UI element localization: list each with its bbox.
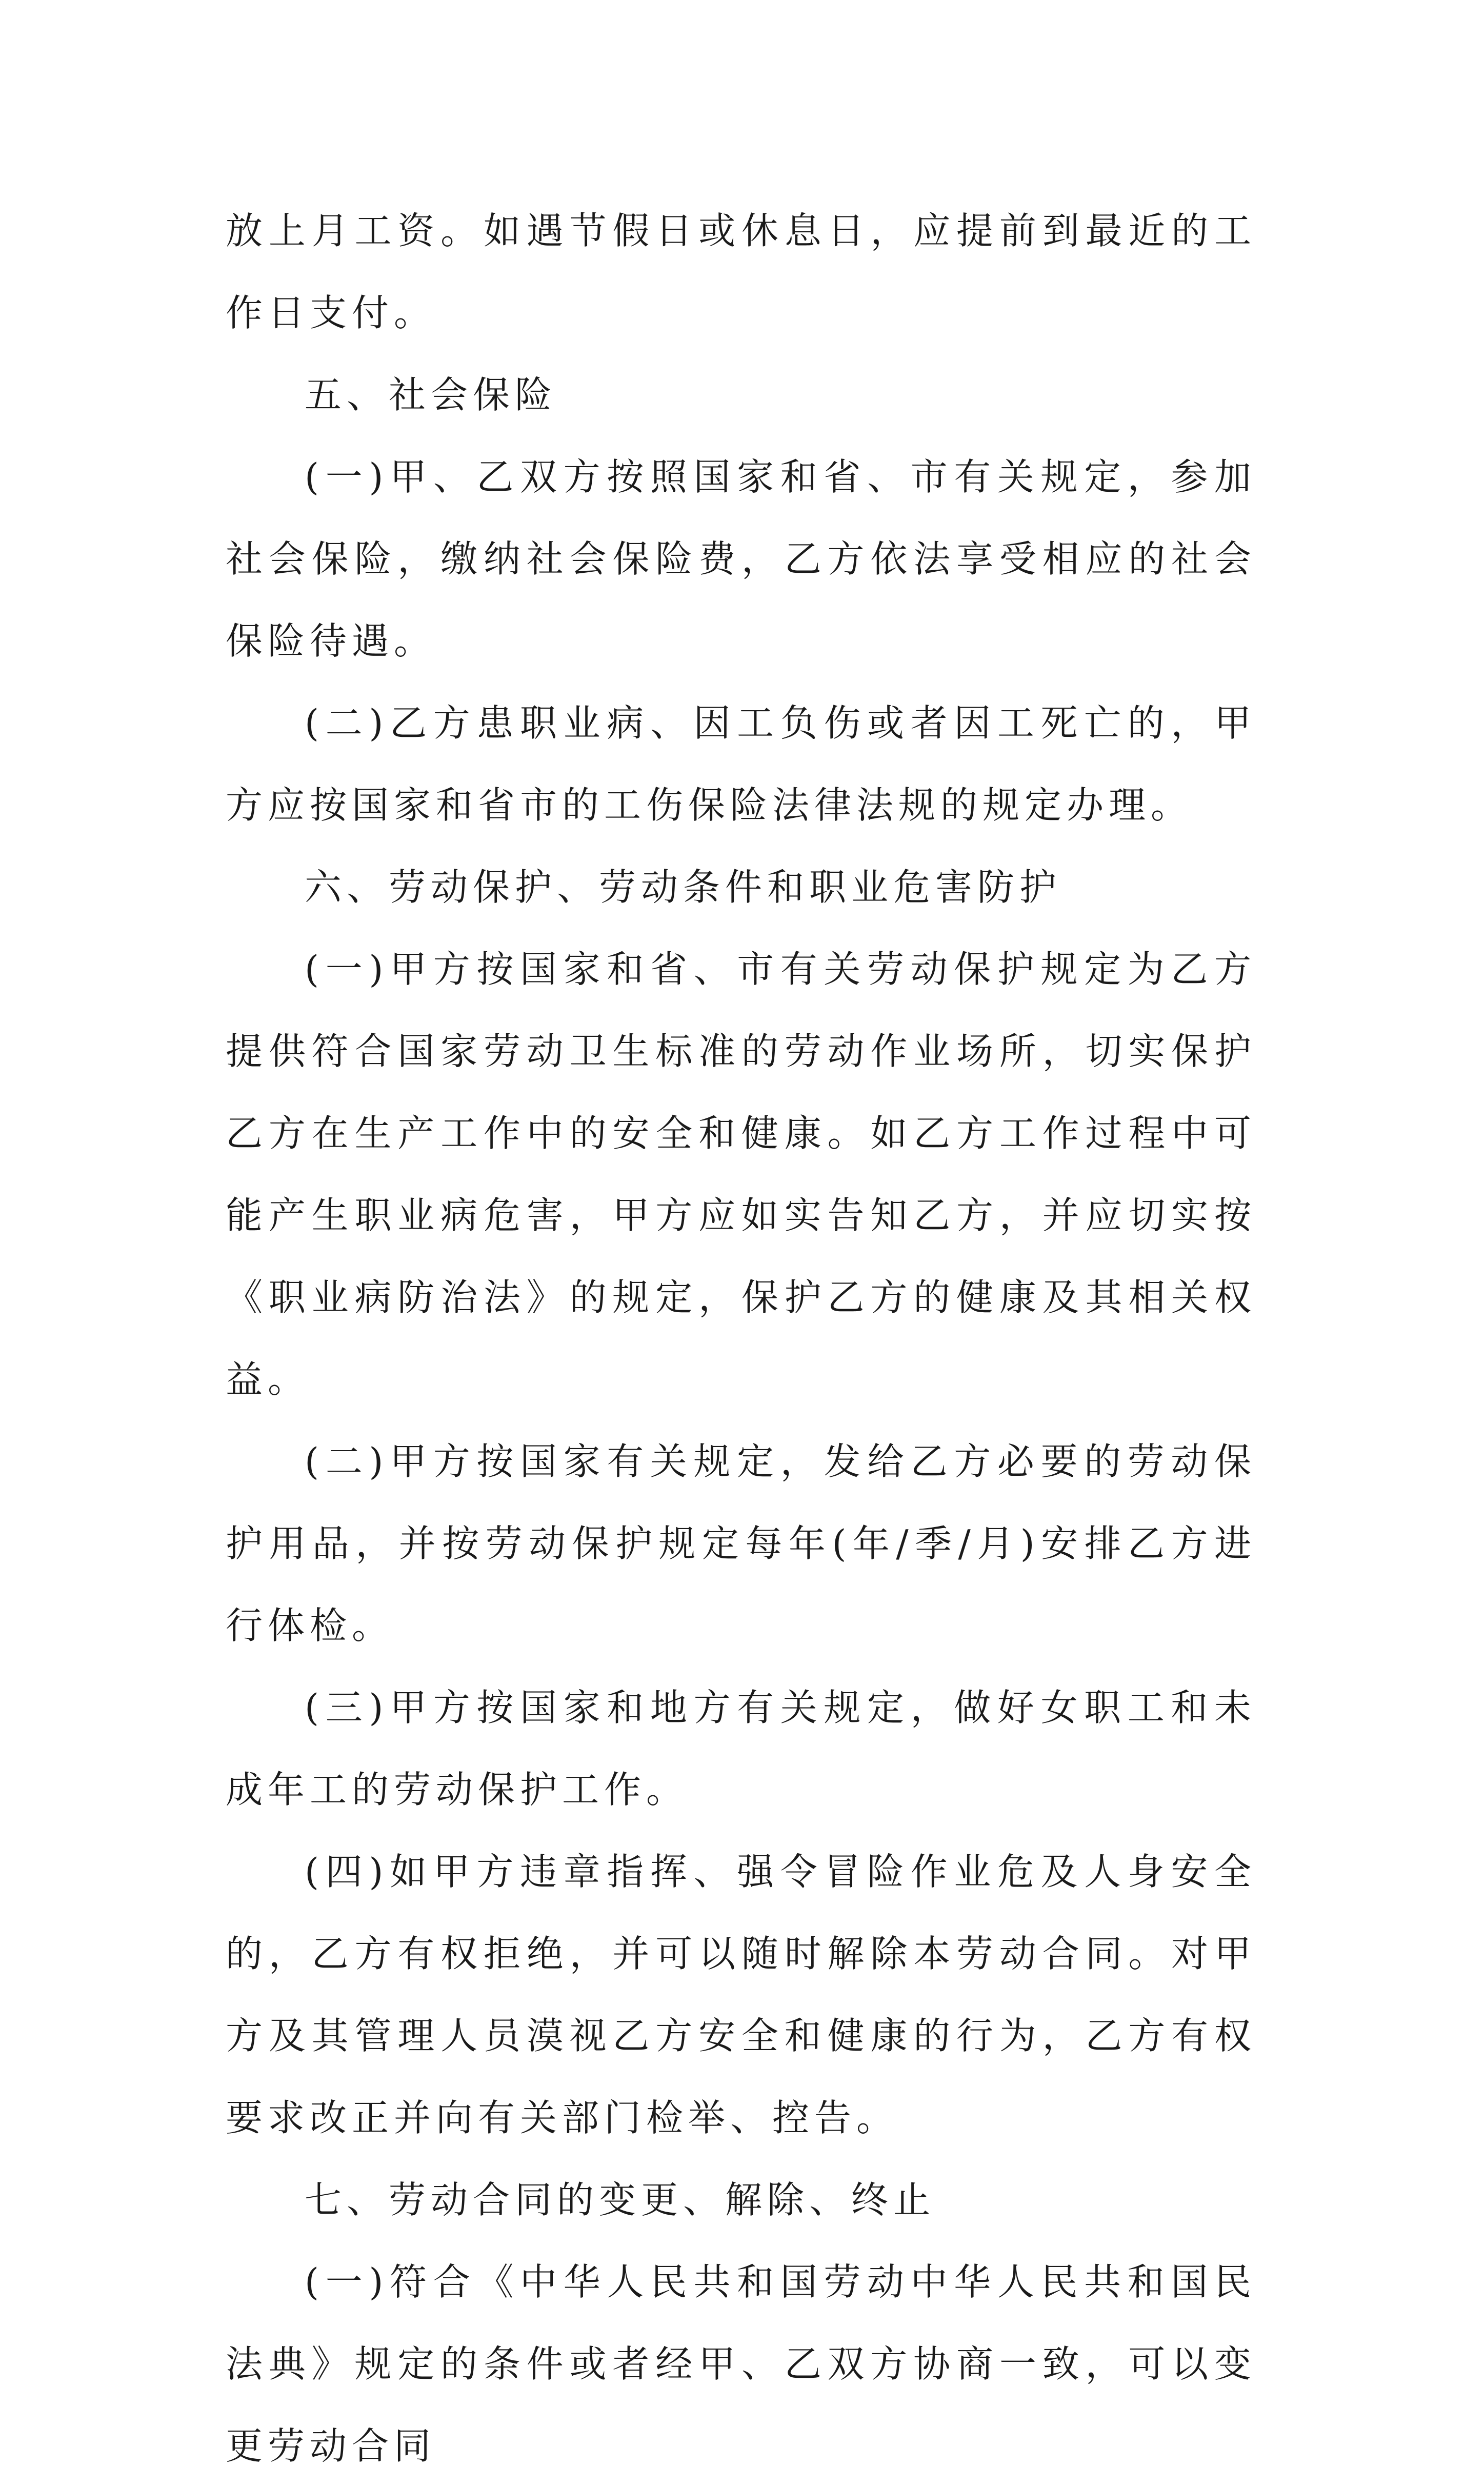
paragraph-labor-protection-2: (二)甲方按国家有关规定，发给乙方必要的劳动保护用品，并按劳动保护规定每年(年/季/月)安排乙方进行体检。 [226,1440,1256,1647]
paragraph-social-insurance-1: (一)甲、乙双方按照国家和省、市有关规定，参加社会保险，缴纳社会保险费，乙方依法享受相应的社会保险待遇。 [226,455,1256,663]
paragraph-social-insurance-2: (二)乙方患职业病、因工负伤或者因工死亡的，甲方应按国家和省市的工伤保险法律法规的规定办理。 [226,701,1256,827]
paragraph-wage-payment-continued: 放上月工资。如遇节假日或休息日，应提前到最近的工作日支付。 [226,209,1256,334]
paragraph-contract-changes-1: (一)符合《中华人民共和国劳动中华人民共和国民法典》规定的条件或者经甲、乙双方协商一致，可以变更劳动合同 [226,2260,1256,2468]
document-body [226,190,1256,2487]
section-heading-social-insurance: 五、社会保险 [305,373,557,416]
section-heading-labor-protection: 六、劳动保护、劳动条件和职业危害防护 [305,866,1062,909]
paragraph-labor-protection-4: (四)如甲方违章指挥、强令冒险作业危及人身安全的，乙方有权拒绝，并可以随时解除本劳动合同。对甲方及其管理人员漠视乙方安全和健康的行为，乙方有权要求改正并向有关部门检举、控告。 [226,1850,1256,2139]
section-heading-contract-changes: 七、劳动合同的变更、解除、终止 [305,2178,936,2221]
paragraph-labor-protection-1: (一)甲方按国家和省、市有关劳动保护规定为乙方提供符合国家劳动卫生标准的劳动作业场所，切实保护乙方在生产工作中的安全和健康。如乙方工作过程中可能产生职业病危害，甲方应如实告知乙方，并应切实按《职业病防治法》的规定，保护乙方的健康及其相关权益。 [226,948,1256,1401]
paragraph-labor-protection-3: (三)甲方按国家和地方有关规定，做好女职工和未成年工的劳动保护工作。 [226,1686,1256,1811]
